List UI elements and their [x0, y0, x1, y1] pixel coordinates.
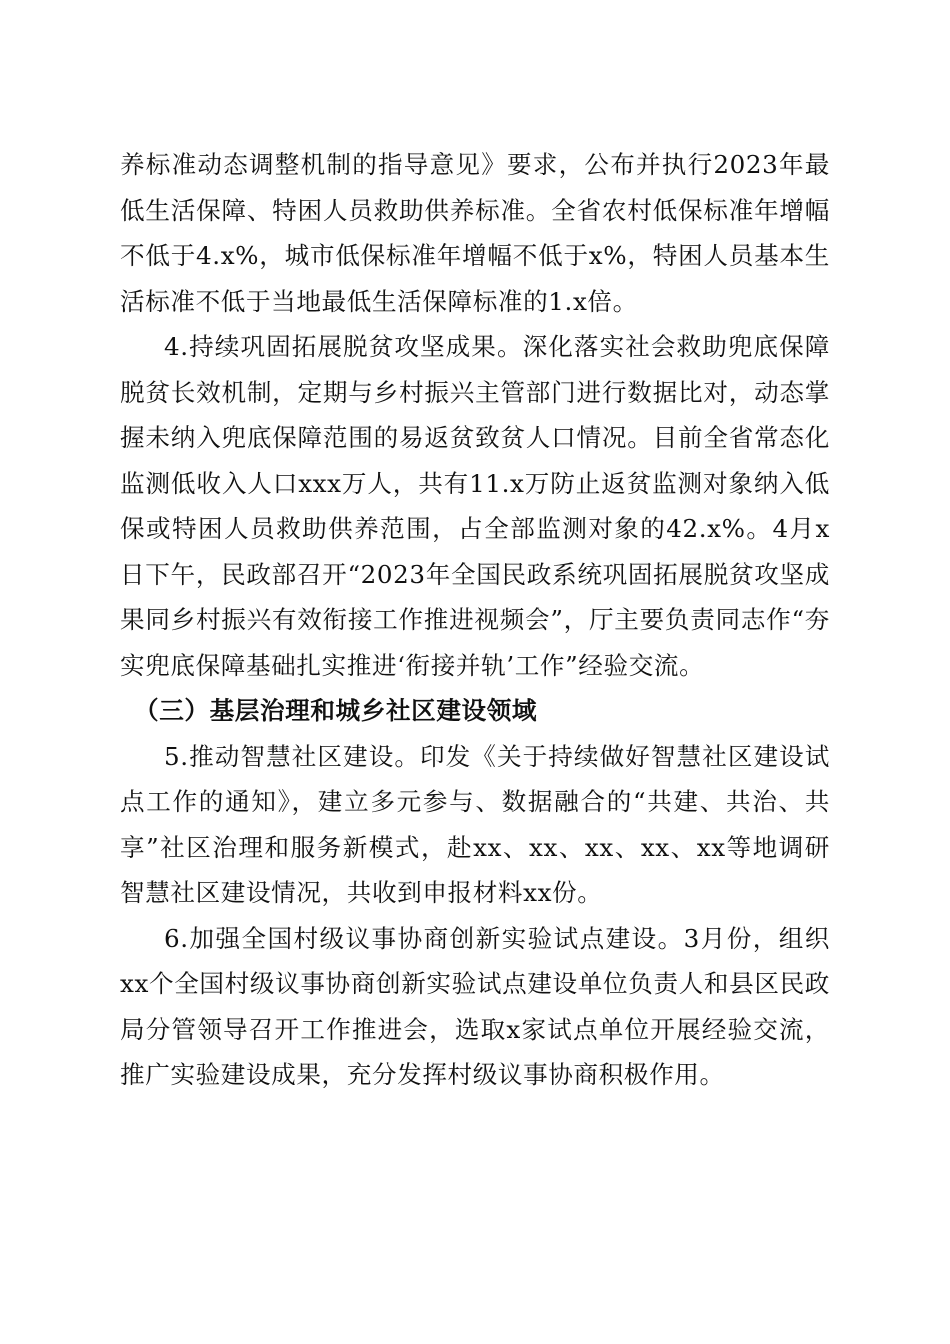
section-heading: （三）基层治理和城乡社区建设领域	[134, 696, 538, 725]
document-page	[120, 142, 830, 1098]
paragraph-village-consultation: 6.加强全国村级议事协商创新实验试点建设。3月份，组织xx个全国村级议事协商创新实验试点建设单位负责人和县区民政局分管领导召开工作推进会，选取x家试点单位开展经验交流，推广实验建设成果，充分发挥村级议事协商积极作用。	[120, 923, 830, 1089]
paragraph-standards-continuation: 养标准动态调整机制的指导意见》要求，公布并执行2023年最低生活保障、特困人员救助供养标准。全省农村低保标准年增幅不低于4.x%，城市低保标准年增幅不低于x%，特困人员基本生活标准不低于当地最低生活保障标准的1.x倍。	[120, 150, 830, 316]
paragraph-smart-community: 5.推动智慧社区建设。印发《关于持续做好智慧社区建设试点工作的通知》，建立多元参与、数据融合的“共建、共治、共享”社区治理和服务新模式，赴xx、xx、xx、xx、xx等地调研智慧社区建设情况，共收到申报材料xx份。	[120, 741, 830, 907]
paragraph-poverty-alleviation: 4.持续巩固拓展脱贫攻坚成果。深化落实社会救助兜底保障脱贫长效机制，定期与乡村振兴主管部门进行数据比对，动态掌握未纳入兜底保障范围的易返贫致贫人口情况。目前全省常态化监测低收入人口xxx万人，共有11.x万防止返贫监测对象纳入低保或特困人员救助供养范围，占全部监测对象的42.x%。4月x日下午，民政部召开“2023年全国民政系统巩固拓展脱贫攻坚成果同乡村振兴有效衔接工作推进视频会”，厅主要负责同志作“夯实兜底保障基础扎实推进‘衔接并轨’工作”经验交流。	[120, 332, 830, 680]
